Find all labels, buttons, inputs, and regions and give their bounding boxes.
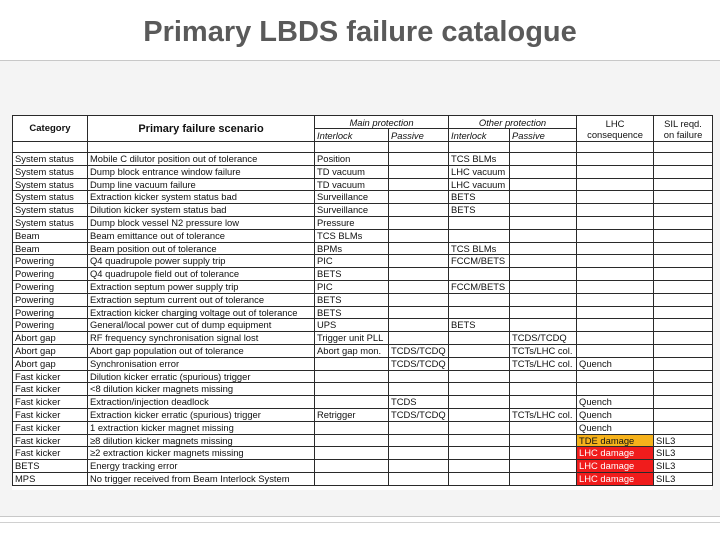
cell-main-interlock: TD vacuum [315, 178, 389, 191]
header-lhc-line1: LHC [605, 117, 625, 129]
cell-category: Powering [13, 255, 88, 268]
cell-main-passive [389, 472, 449, 485]
cell-other-interlock [449, 434, 510, 447]
cell-main-passive [389, 178, 449, 191]
cell-other-passive [510, 268, 577, 281]
cell-main-passive [389, 268, 449, 281]
cell-other-interlock [449, 332, 510, 345]
cell-other-passive [510, 178, 577, 191]
cell-consequence [577, 293, 654, 306]
cell-scenario: Extraction kicker charging voltage out of tolerance [88, 306, 315, 319]
cell-main-interlock: Pressure [315, 216, 389, 229]
cell-sil [654, 421, 713, 434]
table-row [13, 165, 713, 178]
cell-other-passive [510, 255, 577, 268]
cell-main-interlock: PIC [315, 255, 389, 268]
cell-other-interlock: BETS [449, 204, 510, 217]
cell-other-passive [510, 396, 577, 409]
cell-other-interlock [449, 383, 510, 396]
cell-scenario: No trigger received from Beam Interlock System [88, 472, 315, 485]
cell-sil [654, 191, 713, 204]
cell-category: MPS [13, 472, 88, 485]
cell-scenario: Extraction kicker system status bad [88, 191, 315, 204]
cell-other-passive [510, 383, 577, 396]
cell-sil: SIL3 [654, 447, 713, 460]
cell-consequence [577, 306, 654, 319]
cell-consequence: Quench [577, 396, 654, 409]
cell-other-interlock [449, 421, 510, 434]
cell-main-passive: TCDS/TCDQ [389, 344, 449, 357]
cell-other-passive: TCTs/LHC col. [510, 357, 577, 370]
header-other-interlock: Interlock [449, 129, 510, 142]
cell-main-passive [389, 242, 449, 255]
cell-other-interlock [449, 460, 510, 473]
cell-sil [654, 293, 713, 306]
cell-category: Powering [13, 268, 88, 281]
cell-main-interlock: Surveillance [315, 204, 389, 217]
cell-other-passive: TCTs/LHC col. [510, 344, 577, 357]
cell-main-passive [389, 460, 449, 473]
cell-sil [654, 268, 713, 281]
cell-main-interlock: BETS [315, 293, 389, 306]
cell-main-interlock: Abort gap mon. [315, 344, 389, 357]
cell-sil [654, 204, 713, 217]
cell-other-interlock: BETS [449, 319, 510, 332]
cell-category: Powering [13, 280, 88, 293]
cell-sil [654, 370, 713, 383]
cell-other-interlock [449, 216, 510, 229]
cell-consequence [577, 319, 654, 332]
cell-consequence [577, 204, 654, 217]
cell-consequence: LHC damage [577, 472, 654, 485]
cell-consequence [577, 344, 654, 357]
cell-sil [654, 319, 713, 332]
cell-main-passive [389, 229, 449, 242]
cell-category: System status [13, 216, 88, 229]
header-lhc-line2: consequence [587, 128, 643, 140]
cell-category: Fast kicker [13, 408, 88, 421]
cell-main-passive [389, 319, 449, 332]
cell-consequence [577, 229, 654, 242]
header-sil-line2: on failure [663, 128, 703, 140]
cell-main-passive [389, 191, 449, 204]
footer-divider [0, 522, 720, 523]
table-row [13, 306, 713, 319]
table-row [13, 216, 713, 229]
cell-main-interlock [315, 460, 389, 473]
cell-category: Fast kicker [13, 383, 88, 396]
cell-sil: SIL3 [654, 460, 713, 473]
table-row [13, 255, 713, 268]
cell-other-passive [510, 153, 577, 166]
cell-other-interlock [449, 357, 510, 370]
cell-main-passive [389, 370, 449, 383]
cell-category: Abort gap [13, 357, 88, 370]
cell-scenario: General/local power cut of dump equipment [88, 319, 315, 332]
cell-other-passive [510, 319, 577, 332]
cell-consequence: LHC damage [577, 460, 654, 473]
cell-scenario: Abort gap population out of tolerance [88, 344, 315, 357]
failure-catalogue-table [12, 115, 713, 486]
cell-consequence [577, 216, 654, 229]
cell-category: Beam [13, 242, 88, 255]
cell-scenario: Dilution kicker erratic (spurious) trigger [88, 370, 315, 383]
cell-category: Powering [13, 306, 88, 319]
cell-sil [654, 165, 713, 178]
cell-category: Fast kicker [13, 447, 88, 460]
cell-other-passive [510, 293, 577, 306]
cell-category: Abort gap [13, 344, 88, 357]
cell-other-passive [510, 370, 577, 383]
cell-consequence [577, 332, 654, 345]
header-spacer-row [13, 142, 713, 153]
cell-category: Abort gap [13, 332, 88, 345]
cell-main-interlock: TCS BLMs [315, 229, 389, 242]
cell-sil [654, 280, 713, 293]
cell-consequence [577, 165, 654, 178]
cell-other-interlock [449, 408, 510, 421]
cell-scenario: Extraction septum power supply trip [88, 280, 315, 293]
table-row [13, 357, 713, 370]
table-row [13, 153, 713, 166]
cell-sil [654, 344, 713, 357]
cell-other-interlock [449, 293, 510, 306]
cell-main-passive [389, 216, 449, 229]
cell-category: Fast kicker [13, 370, 88, 383]
table-row [13, 242, 713, 255]
cell-consequence [577, 178, 654, 191]
table-row [13, 280, 713, 293]
cell-sil [654, 229, 713, 242]
cell-other-interlock: LHC vacuum [449, 178, 510, 191]
header-main-interlock: Interlock [315, 129, 389, 142]
header-lhc-consequence [577, 116, 654, 142]
cell-main-passive [389, 293, 449, 306]
cell-main-interlock [315, 421, 389, 434]
table-row [13, 370, 713, 383]
cell-other-passive [510, 472, 577, 485]
cell-other-passive [510, 216, 577, 229]
cell-consequence: TDE damage [577, 434, 654, 447]
header-main-passive: Passive [389, 129, 449, 142]
cell-main-passive [389, 306, 449, 319]
cell-sil: SIL3 [654, 472, 713, 485]
cell-main-passive [389, 421, 449, 434]
cell-main-interlock: BETS [315, 306, 389, 319]
cell-other-interlock: BETS [449, 191, 510, 204]
cell-main-passive: TCDS/TCDQ [389, 408, 449, 421]
header-other-passive: Passive [510, 129, 577, 142]
cell-category: Beam [13, 229, 88, 242]
header-scenario: Primary failure scenario [88, 116, 315, 142]
cell-category: Powering [13, 293, 88, 306]
cell-scenario: Beam position out of tolerance [88, 242, 315, 255]
cell-consequence [577, 370, 654, 383]
header-category: Category [13, 116, 88, 142]
cell-other-interlock [449, 344, 510, 357]
cell-scenario: Dilution kicker system status bad [88, 204, 315, 217]
cell-main-interlock [315, 434, 389, 447]
cell-main-passive [389, 332, 449, 345]
header-sil-line1: SIL reqd. [664, 117, 702, 129]
header-other-protection: Other protection [449, 116, 577, 129]
cell-main-interlock: BPMs [315, 242, 389, 255]
table-row [13, 204, 713, 217]
table-row [13, 332, 713, 345]
cell-scenario: Extraction septum current out of tolerance [88, 293, 315, 306]
table-row [13, 268, 713, 281]
cell-other-passive [510, 280, 577, 293]
table-row [13, 460, 713, 473]
cell-scenario: 1 extraction kicker magnet missing [88, 421, 315, 434]
cell-sil [654, 306, 713, 319]
cell-other-interlock: FCCM/BETS [449, 255, 510, 268]
table-row [13, 191, 713, 204]
cell-main-interlock [315, 396, 389, 409]
cell-scenario: Dump line vacuum failure [88, 178, 315, 191]
cell-category: System status [13, 178, 88, 191]
cell-sil [654, 332, 713, 345]
cell-scenario: Energy tracking error [88, 460, 315, 473]
cell-other-passive [510, 204, 577, 217]
cell-main-interlock: Position [315, 153, 389, 166]
cell-main-passive: TCDS/TCDQ [389, 357, 449, 370]
cell-other-interlock [449, 370, 510, 383]
cell-scenario: Dump block vessel N2 pressure low [88, 216, 315, 229]
table-row [13, 229, 713, 242]
cell-main-interlock: TD vacuum [315, 165, 389, 178]
cell-category: Fast kicker [13, 421, 88, 434]
cell-sil: SIL3 [654, 434, 713, 447]
cell-consequence [577, 268, 654, 281]
cell-scenario: Mobile C dilutor position out of tolerance [88, 153, 315, 166]
table-body [13, 153, 713, 486]
cell-other-passive: TCTs/LHC col. [510, 408, 577, 421]
cell-other-passive [510, 229, 577, 242]
cell-other-passive [510, 306, 577, 319]
cell-other-passive [510, 242, 577, 255]
table-row [13, 319, 713, 332]
cell-consequence [577, 191, 654, 204]
cell-sil [654, 408, 713, 421]
cell-main-interlock: Surveillance [315, 191, 389, 204]
table-row [13, 178, 713, 191]
header-main-protection: Main protection [315, 116, 449, 129]
table-row [13, 293, 713, 306]
cell-consequence [577, 255, 654, 268]
cell-main-passive [389, 153, 449, 166]
cell-consequence: Quench [577, 408, 654, 421]
cell-sil [654, 383, 713, 396]
cell-main-passive [389, 434, 449, 447]
cell-other-interlock [449, 447, 510, 460]
cell-scenario: Beam emittance out of tolerance [88, 229, 315, 242]
cell-other-interlock: FCCM/BETS [449, 280, 510, 293]
cell-scenario: ≥8 dilution kicker magnets missing [88, 434, 315, 447]
cell-other-interlock [449, 472, 510, 485]
cell-main-passive [389, 255, 449, 268]
cell-other-interlock [449, 306, 510, 319]
cell-main-passive [389, 383, 449, 396]
cell-category: Powering [13, 319, 88, 332]
cell-main-interlock: PIC [315, 280, 389, 293]
cell-scenario: Q4 quadrupole field out of tolerance [88, 268, 315, 281]
cell-main-interlock [315, 447, 389, 460]
cell-main-passive [389, 165, 449, 178]
cell-main-interlock: UPS [315, 319, 389, 332]
cell-category: BETS [13, 460, 88, 473]
cell-other-passive [510, 421, 577, 434]
cell-sil [654, 178, 713, 191]
page-title: Primary LBDS failure catalogue [0, 0, 720, 60]
cell-main-interlock [315, 383, 389, 396]
cell-consequence [577, 280, 654, 293]
cell-other-passive [510, 434, 577, 447]
cell-main-interlock [315, 370, 389, 383]
cell-main-interlock [315, 472, 389, 485]
cell-category: System status [13, 204, 88, 217]
cell-sil [654, 153, 713, 166]
cell-consequence: LHC damage [577, 447, 654, 460]
cell-main-interlock: BETS [315, 268, 389, 281]
header-sil [654, 116, 713, 142]
cell-other-interlock: TCS BLMs [449, 242, 510, 255]
cell-scenario: ≥2 extraction kicker magnets missing [88, 447, 315, 460]
cell-main-passive [389, 280, 449, 293]
cell-main-passive [389, 204, 449, 217]
cell-consequence [577, 242, 654, 255]
cell-other-interlock: TCS BLMs [449, 153, 510, 166]
cell-sil [654, 242, 713, 255]
cell-main-passive: TCDS [389, 396, 449, 409]
cell-main-passive [389, 447, 449, 460]
table-row [13, 447, 713, 460]
cell-other-passive [510, 165, 577, 178]
cell-category: System status [13, 191, 88, 204]
cell-category: System status [13, 165, 88, 178]
cell-consequence: Quench [577, 421, 654, 434]
cell-main-interlock: Trigger unit PLL [315, 332, 389, 345]
cell-scenario: Extraction/injection deadlock [88, 396, 315, 409]
table-row [13, 408, 713, 421]
cell-sil [654, 255, 713, 268]
table-row [13, 434, 713, 447]
cell-sil [654, 396, 713, 409]
cell-other-interlock [449, 268, 510, 281]
cell-other-interlock: LHC vacuum [449, 165, 510, 178]
cell-category: System status [13, 153, 88, 166]
cell-main-interlock: Retrigger [315, 408, 389, 421]
cell-sil [654, 216, 713, 229]
table-row [13, 344, 713, 357]
cell-scenario: <8 dilution kicker magnets missing [88, 383, 315, 396]
cell-category: Fast kicker [13, 396, 88, 409]
table-row [13, 472, 713, 485]
cell-other-passive [510, 447, 577, 460]
cell-consequence [577, 153, 654, 166]
cell-category: Fast kicker [13, 434, 88, 447]
table-row [13, 421, 713, 434]
cell-other-interlock [449, 396, 510, 409]
cell-other-passive [510, 191, 577, 204]
cell-other-passive [510, 460, 577, 473]
table-row [13, 383, 713, 396]
table-row [13, 396, 713, 409]
cell-scenario: Synchronisation error [88, 357, 315, 370]
cell-scenario: Extraction kicker erratic (spurious) trigger [88, 408, 315, 421]
failure-catalogue-table-container [12, 115, 712, 490]
cell-consequence [577, 383, 654, 396]
cell-sil [654, 357, 713, 370]
cell-scenario: RF frequency synchronisation signal lost [88, 332, 315, 345]
cell-main-interlock [315, 357, 389, 370]
cell-scenario: Dump block entrance window failure [88, 165, 315, 178]
cell-other-passive: TCDS/TCDQ [510, 332, 577, 345]
cell-other-interlock [449, 229, 510, 242]
cell-scenario: Q4 quadrupole power supply trip [88, 255, 315, 268]
cell-consequence: Quench [577, 357, 654, 370]
